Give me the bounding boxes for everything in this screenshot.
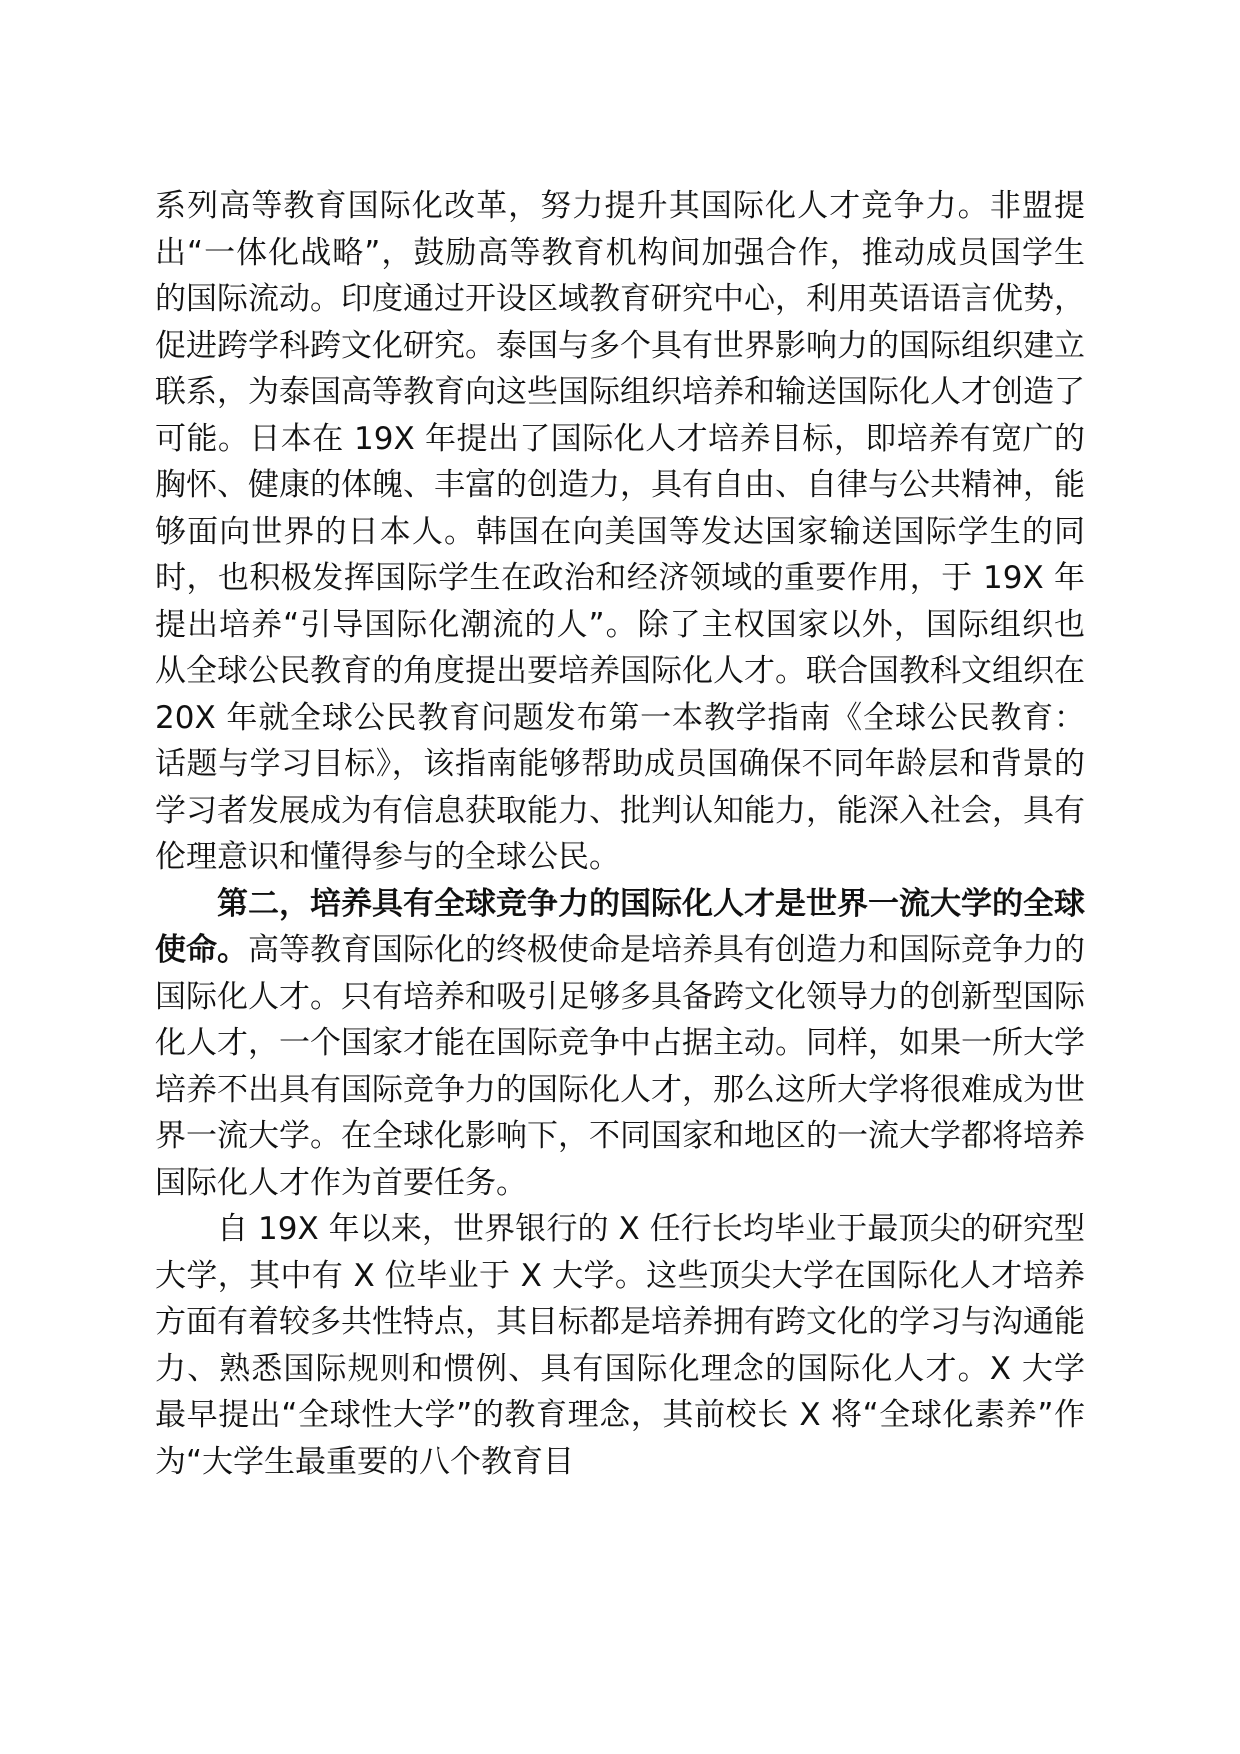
paragraph-second-point — [155, 881, 1085, 1207]
paragraph-text: 系列高等教育国际化改革，努力提升其国际化人才竞争力。非盟提出“一体化战略”，鼓励高等教育机构间加强合作，推动成员国学生的国际流动。印度通过开设区域教育研究中心，利用英语语言优势，促进跨学科跨文化研究。泰国与多个具有世界影响力的国际组织建立联系，为泰国高等教育向这些国际组织培养和输送国际化人才创造了可能。日本在 19X 年提出了国际化人才培养目标，即培养有宽广的胸怀、健康的体魄、丰富的创造力，具有自由、自律与公共精神，能够面向世界的日本人。韩国在向美国等发达国家输送国际学生的同时，也积极发挥国际学生在政治和经济领域的重要作用，于 19X 年提出培养“引导国际化潮流的人”。除了主权国家以外，国际组织也从全球公民教育的角度提出要培养国际化人才。联合国教科文组织在 20X 年就全球公民教育问题发布第一本教学指南《全球公民教育：话题与学习目标》，该指南能够帮助成员国确保不同年龄层和背景的学习者发展成为有信息获取能力、批判认知能力，能深入社会，具有伦理意识和懂得参与的全球公民。 — [155, 188, 1085, 875]
document-body — [155, 183, 1085, 1485]
paragraph-world-bank — [155, 1206, 1085, 1485]
paragraph-continuation — [155, 183, 1085, 881]
paragraph-text: 高等教育国际化的终极使命是培养具有创造力和国际竞争力的国际化人才。只有培养和吸引足够多具备跨文化领导力的创新型国际化人才，一个国家才能在国际竞争中占据主动。同样，如果一所大学培养不出具有国际竞争力的国际化人才，那么这所大学将很难成为世界一流大学。在全球化影响下，不同国家和地区的一流大学都将培养国际化人才作为首要任务。 — [155, 932, 1085, 1201]
paragraph-text: 自 19X 年以来，世界银行的 X 任行长均毕业于最顶尖的研究型大学，其中有 X 位毕业于 X 大学。这些顶尖大学在国际化人才培养方面有着较多共性特点，其目标都是培养拥有跨文化的学习与沟通能力、熟悉国际规则和惯例、具有国际化理念的国际化人才。X 大学最早提出“全球性大学”的教育理念，其前校长 X 将“全球化素养”作为“大学生最重要的八个教育目 — [155, 1211, 1085, 1480]
paragraph-bold-lead: 第二，培养具有全球竞争力的国际化人才是世界一流大学的全球使命。 — [155, 885, 1085, 968]
